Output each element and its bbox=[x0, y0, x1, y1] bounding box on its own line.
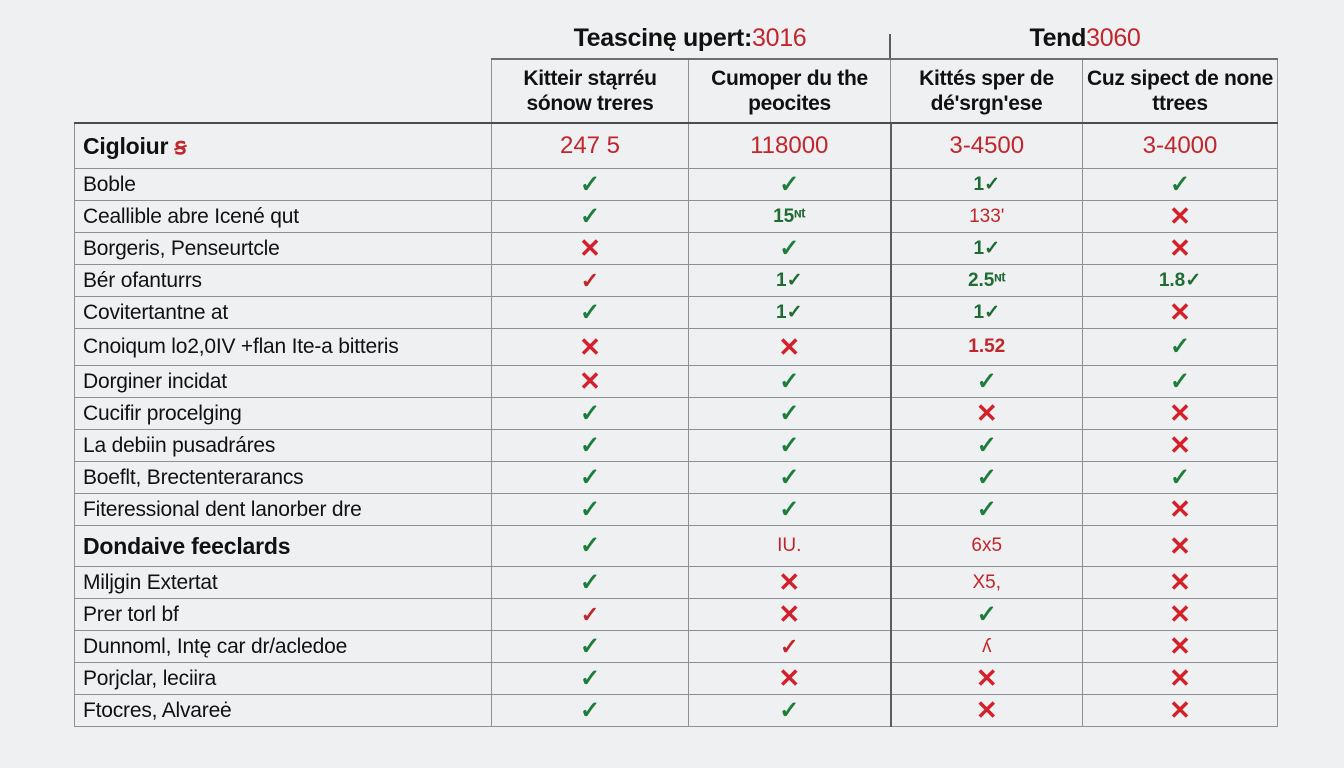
cross-icon: ✕ bbox=[1169, 530, 1191, 561]
check-icon: ✓ bbox=[976, 367, 997, 395]
table-cell bbox=[1083, 430, 1278, 462]
check-icon: ✓ bbox=[1169, 170, 1191, 198]
table-cell bbox=[891, 233, 1083, 265]
table-cell bbox=[1083, 599, 1278, 631]
table-cell bbox=[891, 329, 1083, 366]
check-icon: ✓ bbox=[1169, 367, 1191, 395]
column-header-row bbox=[75, 59, 1278, 123]
summary-label-accent: ꞩ bbox=[174, 132, 187, 159]
table-cell bbox=[891, 265, 1083, 297]
check-icon: ✓ bbox=[579, 298, 601, 326]
group-title-1-number: 3016 bbox=[752, 24, 807, 52]
cross-icon: ✕ bbox=[778, 567, 801, 597]
cross-icon: ✕ bbox=[1169, 233, 1191, 263]
table-cell bbox=[891, 366, 1083, 398]
row-label: Borgeris, Penseurtcle bbox=[75, 233, 492, 265]
table-cell bbox=[492, 297, 689, 329]
row-label: Porjclar, leciira bbox=[75, 663, 492, 695]
table-cell bbox=[689, 329, 891, 366]
table-cell bbox=[891, 169, 1083, 201]
cell-value: 1.8✓ bbox=[1158, 270, 1202, 291]
table-row bbox=[75, 201, 1278, 233]
table-cell bbox=[492, 233, 689, 265]
check-icon: ✓ bbox=[779, 463, 800, 491]
cell-value: IU. bbox=[777, 535, 802, 556]
table-row bbox=[75, 526, 1278, 567]
check-icon: ✓ bbox=[579, 696, 601, 724]
table-row bbox=[75, 366, 1278, 398]
group-title-2-number: 3060 bbox=[1086, 24, 1141, 52]
table-row bbox=[75, 329, 1278, 366]
cross-icon: ✕ bbox=[975, 398, 998, 428]
cell-value: 1✓ bbox=[973, 174, 1000, 195]
cell-value: 1✓ bbox=[973, 238, 1000, 259]
cell-value: 1✓ bbox=[776, 302, 803, 323]
table-cell bbox=[1083, 494, 1278, 526]
table-cell bbox=[689, 233, 891, 265]
table-cell bbox=[492, 329, 689, 366]
check-icon: ✓ bbox=[579, 532, 601, 559]
check-icon: ✓ bbox=[579, 664, 601, 692]
cross-icon: ✕ bbox=[579, 233, 601, 263]
cross-icon: ✕ bbox=[1169, 398, 1191, 428]
check-icon: ✓ bbox=[779, 170, 800, 198]
cell-value: X5, bbox=[972, 571, 1002, 593]
cell-value: 6x5 bbox=[971, 535, 1003, 556]
table-cell bbox=[1083, 265, 1278, 297]
table-row bbox=[75, 169, 1278, 201]
header-blank-cell bbox=[75, 59, 492, 123]
table-cell bbox=[492, 430, 689, 462]
check-icon: ✓ bbox=[1169, 333, 1191, 360]
summary-label-text: Cigloiur bbox=[83, 132, 169, 159]
table-cell bbox=[1083, 366, 1278, 398]
table-cell bbox=[1083, 169, 1278, 201]
table-cell bbox=[492, 265, 689, 297]
table-cell bbox=[492, 366, 689, 398]
table-cell bbox=[1083, 567, 1278, 599]
cross-icon: ✕ bbox=[975, 663, 998, 693]
check-icon: ✓ bbox=[976, 600, 997, 628]
table-cell bbox=[1083, 233, 1278, 265]
cross-icon: ✕ bbox=[1169, 663, 1191, 693]
cross-icon: ✕ bbox=[579, 366, 601, 396]
table-cell bbox=[689, 462, 891, 494]
column-header-3: Kittés sper de dé'srgn'ese bbox=[891, 59, 1083, 123]
cross-icon: ✕ bbox=[1169, 430, 1191, 460]
check-icon: ✓ bbox=[579, 399, 601, 427]
summary-value-3: 3-4500 bbox=[891, 123, 1083, 169]
row-label: Dorginer incidat bbox=[75, 366, 492, 398]
cross-icon: ✕ bbox=[778, 331, 801, 362]
table-cell bbox=[689, 201, 891, 233]
table-cell bbox=[891, 567, 1083, 599]
check-icon: ✓ bbox=[579, 170, 601, 198]
column-header-2: Cumoper du the peocites bbox=[689, 59, 891, 123]
cross-icon: ✕ bbox=[975, 695, 998, 725]
table-cell bbox=[689, 494, 891, 526]
check-icon: ✓ bbox=[579, 568, 601, 596]
table-cell bbox=[1083, 663, 1278, 695]
table-cell bbox=[689, 567, 891, 599]
column-header-4: Cuz sipect de none ttrees bbox=[1083, 59, 1278, 123]
red-check-icon: ✓ bbox=[580, 267, 600, 293]
table-cell bbox=[891, 631, 1083, 663]
table-cell bbox=[492, 201, 689, 233]
table-cell bbox=[492, 169, 689, 201]
cross-icon: ✕ bbox=[1169, 201, 1191, 231]
table-cell bbox=[1083, 297, 1278, 329]
comparison-table bbox=[74, 58, 1278, 727]
cross-icon: ✕ bbox=[579, 331, 601, 362]
table-row bbox=[75, 265, 1278, 297]
cross-icon: ✕ bbox=[1169, 494, 1191, 524]
row-label: Bér ofanturrs bbox=[75, 265, 492, 297]
red-check-icon: ✓ bbox=[580, 601, 600, 627]
group-title-1 bbox=[492, 20, 888, 56]
table-cell bbox=[1083, 462, 1278, 494]
cell-value: ʎ bbox=[982, 635, 992, 657]
table-cell bbox=[492, 599, 689, 631]
table-row bbox=[75, 567, 1278, 599]
table-cell bbox=[689, 430, 891, 462]
row-label: Miljgin Extertat bbox=[75, 567, 492, 599]
table-cell bbox=[891, 695, 1083, 727]
column-header-1: Kitteir stąrréu sónow treres bbox=[492, 59, 689, 123]
table-cell bbox=[689, 695, 891, 727]
table-cell bbox=[1083, 695, 1278, 727]
check-icon: ✓ bbox=[579, 463, 601, 491]
table-cell bbox=[1083, 329, 1278, 366]
table-cell bbox=[689, 265, 891, 297]
group-title-2-text: Tend bbox=[1029, 24, 1087, 52]
table-cell bbox=[689, 599, 891, 631]
check-icon: ✓ bbox=[779, 399, 800, 427]
group-title-1-text: Teascinę upert: bbox=[573, 24, 752, 52]
cell-value: 133' bbox=[969, 205, 1005, 227]
check-icon: ✓ bbox=[976, 495, 997, 523]
check-icon: ✓ bbox=[779, 495, 800, 523]
table-cell bbox=[689, 366, 891, 398]
summary-value-4: 3-4000 bbox=[1083, 123, 1278, 169]
check-icon: ✓ bbox=[579, 495, 601, 523]
row-label: Dondaive feeclards bbox=[75, 526, 492, 567]
check-icon: ✓ bbox=[976, 431, 997, 459]
row-label: Dunnoml, Intę car dr/acledoe bbox=[75, 631, 492, 663]
cell-value: 15ᶰᵗ bbox=[773, 205, 806, 227]
table-cell bbox=[689, 398, 891, 430]
table-cell bbox=[492, 663, 689, 695]
table-cell bbox=[891, 599, 1083, 631]
red-check-icon: ✓ bbox=[780, 633, 799, 659]
table-row bbox=[75, 695, 1278, 727]
table-row bbox=[75, 233, 1278, 265]
table-cell bbox=[689, 663, 891, 695]
table-cell bbox=[891, 526, 1083, 567]
cross-icon: ✕ bbox=[1169, 631, 1191, 661]
row-label: Boble bbox=[75, 169, 492, 201]
row-label: Prer torl bf bbox=[75, 599, 492, 631]
table-cell bbox=[492, 462, 689, 494]
table-cell bbox=[492, 494, 689, 526]
table-row bbox=[75, 494, 1278, 526]
cell-value: 2.5ᶰᵗ bbox=[967, 269, 1006, 291]
table-cell bbox=[492, 695, 689, 727]
table-row bbox=[75, 663, 1278, 695]
table-cell bbox=[689, 169, 891, 201]
table-cell bbox=[1083, 526, 1278, 567]
check-icon: ✓ bbox=[779, 367, 800, 395]
table-row bbox=[75, 398, 1278, 430]
table-cell bbox=[1083, 201, 1278, 233]
table-row bbox=[75, 599, 1278, 631]
summary-row bbox=[75, 123, 1278, 169]
row-label: Ftocres, Alvareė bbox=[75, 695, 492, 727]
table-cell bbox=[1083, 398, 1278, 430]
table-cell bbox=[891, 398, 1083, 430]
cell-value: 1.52 bbox=[968, 336, 1006, 357]
table-cell bbox=[1083, 631, 1278, 663]
row-label: Covitertantne at bbox=[75, 297, 492, 329]
row-label: Fiteressional dent lanorber dre bbox=[75, 494, 492, 526]
check-icon: ✓ bbox=[1169, 463, 1191, 491]
table-cell bbox=[891, 494, 1083, 526]
table-row bbox=[75, 297, 1278, 329]
summary-value-1: 247 5 bbox=[492, 123, 689, 169]
check-icon: ✓ bbox=[779, 431, 800, 459]
cross-icon: ✕ bbox=[1169, 297, 1191, 327]
table-cell bbox=[689, 297, 891, 329]
cross-icon: ✕ bbox=[1169, 599, 1191, 629]
summary-label bbox=[75, 123, 492, 169]
table-cell bbox=[891, 297, 1083, 329]
summary-value-2: 118000 bbox=[689, 123, 891, 169]
check-icon: ✓ bbox=[779, 234, 800, 262]
cross-icon: ✕ bbox=[1169, 695, 1191, 725]
row-label: Cnoiqum lo2,0IV +flan Ite-a bitteris bbox=[75, 329, 492, 366]
row-label: Boeflt, Brectenterarancs bbox=[75, 462, 492, 494]
group-title-2 bbox=[890, 20, 1280, 56]
table-cell bbox=[689, 526, 891, 567]
cross-icon: ✕ bbox=[1169, 567, 1191, 597]
cell-value: 1✓ bbox=[776, 270, 803, 291]
table-cell bbox=[492, 567, 689, 599]
table-row bbox=[75, 430, 1278, 462]
table-row bbox=[75, 631, 1278, 663]
table-cell bbox=[891, 201, 1083, 233]
table-cell bbox=[492, 526, 689, 567]
table-cell bbox=[492, 631, 689, 663]
check-icon: ✓ bbox=[579, 431, 601, 459]
row-label: Ceallible abre Icené qut bbox=[75, 201, 492, 233]
check-icon: ✓ bbox=[779, 696, 800, 724]
row-label: Cucifir procelging bbox=[75, 398, 492, 430]
table-cell bbox=[891, 663, 1083, 695]
check-icon: ✓ bbox=[976, 463, 997, 491]
check-icon: ✓ bbox=[579, 632, 601, 660]
cell-value: 1✓ bbox=[973, 302, 1000, 323]
cross-icon: ✕ bbox=[778, 599, 801, 629]
row-label: La debiin pusadráres bbox=[75, 430, 492, 462]
table-row bbox=[75, 462, 1278, 494]
table-cell bbox=[492, 398, 689, 430]
cross-icon: ✕ bbox=[778, 663, 801, 693]
table-cell bbox=[891, 462, 1083, 494]
table-cell bbox=[689, 631, 891, 663]
table-cell bbox=[891, 430, 1083, 462]
check-icon: ✓ bbox=[579, 202, 601, 230]
